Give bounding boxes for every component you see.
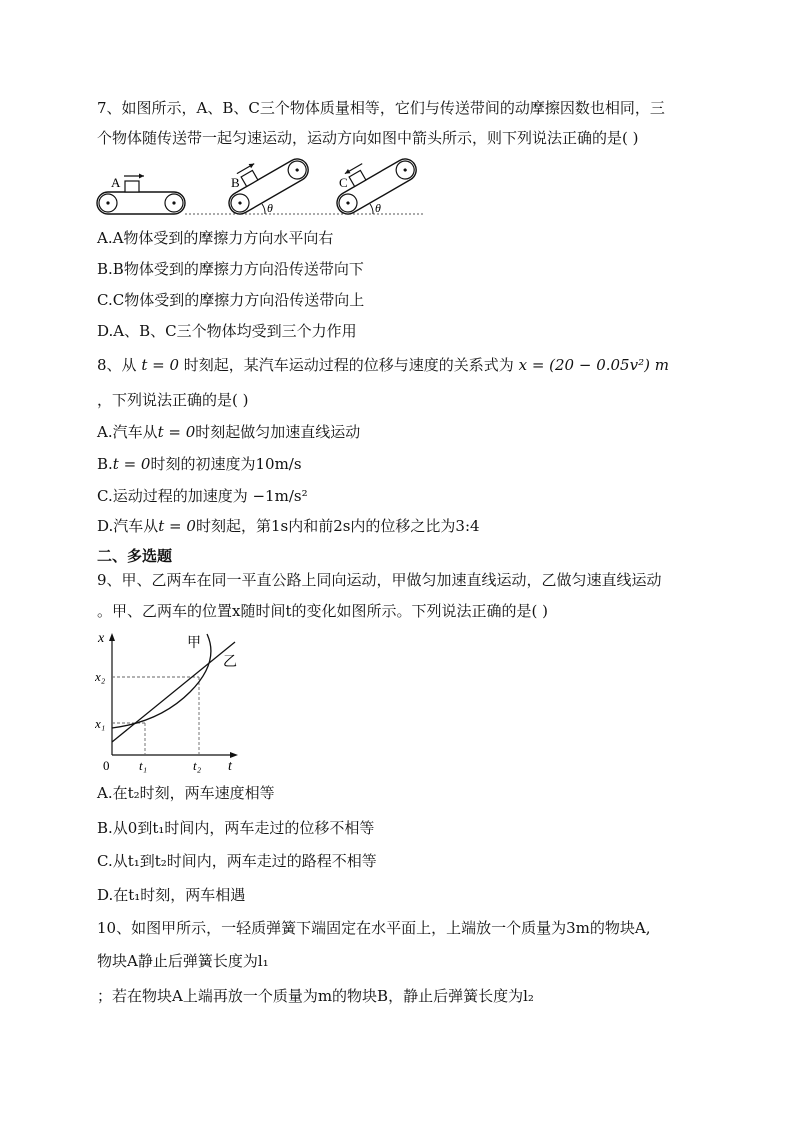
x2-label: x₂ xyxy=(95,669,106,684)
q8-d-t0: t = 0 xyxy=(158,517,196,535)
q8-b-suffix: 时刻的初速度为10m/s xyxy=(150,455,302,473)
conveyor-c xyxy=(324,155,420,218)
q8-d-suffix: 时刻起，第1s内和前2s内的位移之比为3:4 xyxy=(195,517,480,535)
q8-formula: x = (20 − 0.05v²) m xyxy=(518,356,669,374)
q7-option-c: C.C物体受到的摩擦力方向沿传送带向上 xyxy=(97,291,365,309)
x-axis-label: t xyxy=(228,759,232,774)
q8-option-a xyxy=(97,422,707,442)
section-heading-multi: 二、多选题 xyxy=(97,547,173,565)
q8-b-prefix: B. xyxy=(97,455,113,473)
q10-stem-line3: ；若在物块A上端再放一个质量为m的物块B，静止后弹簧长度为l₂ xyxy=(97,987,534,1005)
origin-label: 0 xyxy=(103,758,110,773)
conveyor-a xyxy=(97,174,185,215)
q7-stem-line1: 7、如图所示，A、B、C三个物体质量相等，它们与传送带间的动摩擦因数也相同，三 xyxy=(97,99,665,117)
q7-option-d: D.A、B、C三个物体均受到三个力作用 xyxy=(97,322,357,340)
q8-mid: 时刻起，某汽车运动过程的位移与速度的关系式为 xyxy=(183,356,514,374)
q8-stem-line1 xyxy=(97,355,707,375)
q9-stem-line2: 。甲、乙两车的位置x随时间t的变化如图所示。下列说法正确的是( ) xyxy=(97,602,548,620)
q9-option-b: B.从0到t₁时间内，两车走过的位移不相等 xyxy=(97,819,375,837)
q9-stem-line1: 9、甲、乙两车在同一平直公路上同向运动，甲做匀加速直线运动，乙做匀速直线运动 xyxy=(97,571,662,589)
q9-option-c: C.从t₁到t₂时间内，两车走过的路程不相等 xyxy=(97,852,377,870)
line-yi xyxy=(112,642,235,742)
q7-option-a: A.A物体受到的摩擦力方向水平向右 xyxy=(97,229,334,247)
curve-jia-label: 甲 xyxy=(187,636,201,651)
q8-b-t0: t = 0 xyxy=(112,455,151,473)
y-axis-label: x xyxy=(98,631,105,646)
t2-label: t₂ xyxy=(193,758,202,773)
q9-position-time-graph xyxy=(95,630,255,775)
q8-prefix: 8、从 xyxy=(97,356,137,374)
conveyor-b xyxy=(216,155,312,218)
q8-t0: t = 0 xyxy=(141,356,180,374)
label-c: C xyxy=(339,175,348,190)
q8-option-d xyxy=(97,516,707,536)
q10-stem-line2: 物块A静止后弹簧长度为l₁ xyxy=(97,952,269,970)
curve-yi-label: 乙 xyxy=(223,655,237,670)
q8-a-suffix: 时刻起做匀加速直线运动 xyxy=(195,423,361,441)
angle-b: θ xyxy=(267,201,273,215)
label-a: A xyxy=(111,175,121,190)
q8-d-prefix: D.汽车从 xyxy=(97,517,159,535)
q7-stem-line2: 个物体随传送带一起匀速运动，运动方向如图中箭头所示，则下列说法正确的是( ) xyxy=(97,129,639,147)
q8-a-prefix: A.汽车从 xyxy=(97,423,158,441)
label-b: B xyxy=(231,175,240,190)
q9-option-a: A.在t₂时刻，两车速度相等 xyxy=(97,784,275,802)
q7-conveyor-figure xyxy=(95,155,430,220)
t1-label: t₁ xyxy=(139,758,148,773)
q8-option-c: C.运动过程的加速度为 −1m/s² xyxy=(97,487,308,505)
q7-option-b: B.B物体受到的摩擦力方向沿传送带向下 xyxy=(97,260,364,278)
q10-stem-line1: 10、如图甲所示，一轻质弹簧下端固定在水平面上，上端放一个质量为3m的物块A, xyxy=(97,919,651,937)
q8-stem-line2: ，下列说法正确的是( ) xyxy=(97,391,249,409)
q8-a-t0: t = 0 xyxy=(157,423,196,441)
angle-c: θ xyxy=(375,201,381,215)
x1-label: x₁ xyxy=(95,716,106,731)
q9-option-d: D.在t₁时刻，两车相遇 xyxy=(97,886,246,904)
q8-option-b xyxy=(97,454,707,474)
